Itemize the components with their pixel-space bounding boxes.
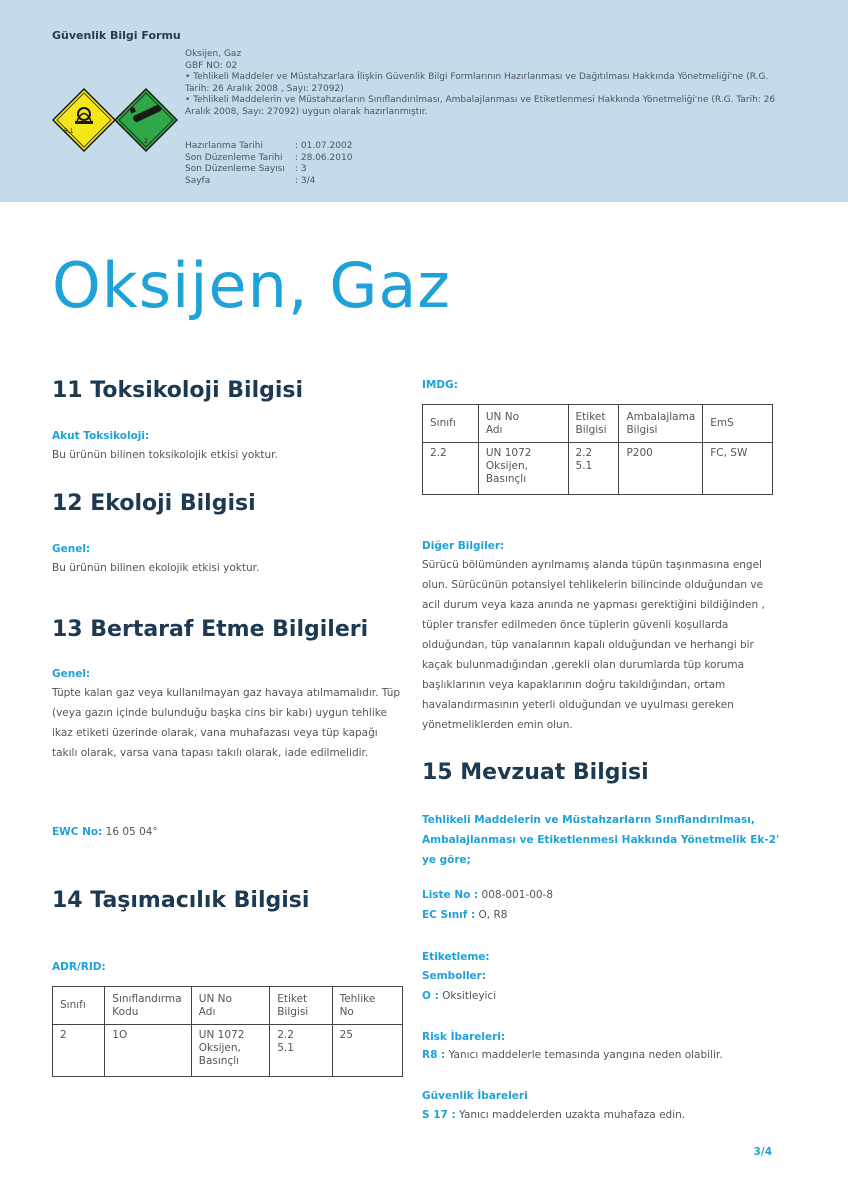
- imdg-table: [422, 404, 773, 495]
- adr-data-cell-text: 2: [60, 1029, 67, 1041]
- oxidizer-class-label: 5.1: [64, 128, 74, 135]
- meta-key: Hazırlanma Tarihi: [185, 141, 263, 151]
- imdg-header-cell: [478, 405, 568, 443]
- list-no-label: Liste No :: [422, 889, 479, 901]
- imdg-data-cell: [478, 443, 568, 495]
- other-info-text: Sürücü bölümünden ayrılmamış alanda tüpün taşınmasına engel olun. Sürücünün potansiyel tehlikelerin bilincinde olduğundan ve acil durum veya kaza anında ne yapması gerektiğini bildiğinden , tüpler transfer edilmeden önce tüplerin güvenli koşullarda olduğundan, tüp vanalarının kapalı olduğundan ve herhangi bir kaçak bulunmadığından ,gerekli olan durumlarda tüp koruma başlıklarının veya kapaklarının doğru takıldığından, ortam havalandırmasının yeterli olduğundan ve uyulması gereken yönetmeliklerden emin olun.: [422, 559, 765, 731]
- page-number: 3/4: [753, 1146, 772, 1158]
- adr-data-cell-text: 2.2: [277, 1029, 294, 1041]
- meta-value: : 3: [295, 164, 307, 174]
- meta-value: : 3/4: [295, 175, 316, 186]
- meta-row: [185, 153, 352, 165]
- adr-header-cell-text: No: [339, 1005, 354, 1018]
- imdg-data-cell-text: Oksijen,: [485, 460, 528, 472]
- symbol-o-value: Oksitleyici: [438, 990, 497, 1002]
- imdg-header-cell-text: Bilgisi: [575, 423, 607, 436]
- adr-header-cell-text: Kodu: [112, 1005, 139, 1018]
- imdg-data-cell-text: Basınçlı: [485, 473, 527, 485]
- adr-data-cell: [270, 1025, 332, 1077]
- header-regulation-1: • Tehlikeli Maddeler ve Müstahzarlara İlişkin Güvenlik Bilgi Formlarının Hazırlanması ve Dağıtılması Hakkında Yönetmeliği'ne (R.G. Tarih: 26 Aralık 2008 , Sayı: 27092): [185, 72, 769, 94]
- regulation-reference: Tehlikeli Maddelerin ve Müstahzarların Sınıflandırılması, Ambalajlanması ve Etiketlenmesi Hakkında Yönetmelik Ek-2' ye göre;: [422, 814, 780, 866]
- imdg-header-cell-text: Ambalajlama: [626, 410, 696, 423]
- adr-header-cell-text: Bilgisi: [277, 1005, 309, 1018]
- imdg-label: IMDG:: [422, 379, 458, 391]
- adr-data-cell: [191, 1025, 269, 1077]
- adr-header-cell: [105, 987, 191, 1025]
- safety-phrases-heading: Güvenlik İbareleri: [422, 1090, 528, 1102]
- acute-toxicology-text: Bu ürünün bilinen toksikolojik etkisi yoktur.: [52, 449, 278, 461]
- ewc-line: [52, 822, 158, 842]
- ec-class-value: O, R8: [475, 909, 508, 921]
- ewc-value: 16 05 04°: [102, 826, 158, 838]
- form-title: Güvenlik Bilgi Formu: [52, 29, 181, 42]
- imdg-header-cell: [423, 405, 479, 443]
- meta-value: : 28.06.2010: [295, 152, 353, 163]
- imdg-data-cell-text: P200: [626, 447, 653, 459]
- document-title: Oksijen, Gaz: [52, 249, 451, 322]
- section-15-heading: 15 Mevzuat Bilgisi: [422, 760, 649, 785]
- list-no-line: [422, 885, 553, 905]
- disposal-general-label: Genel:: [52, 668, 91, 680]
- meta-key: Son Düzenleme Sayısı: [185, 164, 285, 174]
- imdg-header-cell: [703, 405, 773, 443]
- list-no-value: 008-001-00-8: [478, 889, 554, 901]
- imdg-header-cell-text: EmS: [710, 417, 734, 429]
- adr-data-cell: [53, 1025, 105, 1077]
- imdg-header-cell-text: Etiket: [575, 410, 606, 423]
- ecology-general-text: Bu ürünün bilinen ekolojik etkisi yoktur.: [52, 562, 260, 574]
- header-gbf-no: GBF NO: 02: [185, 60, 238, 71]
- meta-key: Son Düzenleme Tarihi: [185, 152, 283, 163]
- imdg-data-cell: [568, 443, 619, 495]
- adr-header-cell-text: Sınıflandırma: [112, 992, 182, 1005]
- compressed-gas-pictogram-icon: [115, 89, 177, 151]
- adr-header-cell-text: Sınıfı: [60, 999, 86, 1011]
- meta-value: : 01.07.2002: [295, 141, 353, 151]
- adr-header-cell: [191, 987, 269, 1025]
- meta-row: [185, 164, 352, 176]
- imdg-data-cell: [619, 443, 703, 495]
- adr-header-cell: [270, 987, 332, 1025]
- risk-r8-label: R8 :: [422, 1049, 446, 1061]
- imdg-data-cell: [703, 443, 773, 495]
- symbol-o-line: [422, 986, 496, 1006]
- adr-rid-table: [52, 986, 403, 1077]
- adr-header-cell-text: Adı: [198, 1005, 216, 1018]
- adr-data-cell: [105, 1025, 191, 1077]
- adr-data-cell-text: 25: [339, 1029, 353, 1041]
- section-11-heading: 11 Toksikoloji Bilgisi: [52, 378, 304, 403]
- imdg-header-cell: [619, 405, 703, 443]
- symbol-o-label: O :: [422, 990, 439, 1002]
- imdg-header-cell-text: Sınıfı: [430, 417, 456, 429]
- header-product: Oksijen, Gaz: [185, 49, 242, 59]
- other-info-label: Diğer Bilgiler:: [422, 540, 505, 552]
- header-regulation-2: • Tehlikeli Maddelerin ve Müstahzarların Sınıflandırılması, Ambalajlanması ve Etiketlenmesi Hakkında Yönetmeliği'ne (R.G. Tarih: 26 Aralık 2008, Sayı: 27092) uygun olarak hazırlanmıştır.: [185, 95, 776, 117]
- hazard-pictograms: [52, 88, 178, 152]
- imdg-header-cell-text: Bilgisi: [626, 423, 658, 436]
- disposal-general-text: Tüpte kalan gaz veya kullanılmayan gaz havaya atılmamalıdır. Tüp (veya gazın içinde bulunduğu başka cins bir kabı) uygun tehlike ikaz etiketi üzerinde olarak, vana muhafazası veya tüp kapağı takılı olarak, varsa vana tapası takılı olarak, iade edilmelidir.: [52, 687, 401, 759]
- adr-data-cell-text: 5.1: [277, 1042, 294, 1054]
- oxidizer-pictogram-icon: [53, 89, 115, 151]
- imdg-header-cell-text: UN No: [485, 410, 519, 423]
- gas-class-label: 2: [144, 138, 148, 145]
- labeling-label: Etiketleme:: [422, 951, 490, 963]
- section-12-heading: 12 Ekoloji Bilgisi: [52, 491, 256, 516]
- document-header: [0, 0, 848, 202]
- safety-s17-line: [422, 1105, 685, 1125]
- imdg-data-cell-text: 5.1: [575, 460, 593, 472]
- symbols-label: Semboller:: [422, 970, 487, 982]
- safety-s17-value: Yanıcı maddelerden uzakta muhafaza edin.: [455, 1109, 686, 1121]
- header-meta: [185, 141, 352, 187]
- meta-row: [185, 176, 352, 188]
- adr-rid-label: ADR/RID:: [52, 961, 106, 973]
- ec-class-line: [422, 905, 507, 925]
- ewc-label: EWC No:: [52, 826, 103, 838]
- risk-r8-value: Yanıcı maddelerle temasında yangına neden olabilir.: [445, 1049, 723, 1061]
- ec-class-label: EC Sınıf :: [422, 909, 476, 921]
- safety-s17-label: S 17 :: [422, 1109, 456, 1121]
- adr-data-cell: [332, 1025, 402, 1077]
- risk-r8-line: [422, 1045, 723, 1065]
- adr-data-cell-text: Basınçlı: [198, 1055, 240, 1067]
- header-info: [185, 49, 785, 118]
- risk-phrases-heading: Risk İbareleri:: [422, 1031, 506, 1043]
- adr-header-cell: [332, 987, 402, 1025]
- adr-header-cell-text: Tehlike: [339, 992, 376, 1005]
- adr-header-cell: [53, 987, 105, 1025]
- meta-row: [185, 141, 352, 153]
- adr-header-cell-text: UN No: [198, 992, 232, 1005]
- section-13-heading: 13 Bertaraf Etme Bilgileri: [52, 617, 369, 642]
- adr-data-cell-text: UN 1072: [198, 1029, 245, 1041]
- imdg-data-cell-text: FC, SW: [710, 447, 748, 459]
- imdg-header-cell-text: Adı: [485, 423, 503, 436]
- imdg-data-cell-text: 2.2: [430, 447, 447, 459]
- meta-key: Sayfa: [185, 175, 211, 186]
- adr-data-cell-text: 1O: [112, 1029, 128, 1041]
- imdg-data-cell: [423, 443, 479, 495]
- ecology-general-label: Genel:: [52, 543, 91, 555]
- adr-data-cell-text: Oksijen,: [198, 1042, 241, 1054]
- section-14-heading: 14 Taşımacılık Bilgisi: [52, 888, 310, 913]
- adr-header-cell-text: Etiket: [277, 992, 308, 1005]
- imdg-data-cell-text: 2.2: [575, 447, 593, 459]
- acute-toxicology-label: Akut Toksikoloji:: [52, 430, 150, 442]
- imdg-data-cell-text: UN 1072: [485, 447, 532, 459]
- imdg-header-cell: [568, 405, 619, 443]
